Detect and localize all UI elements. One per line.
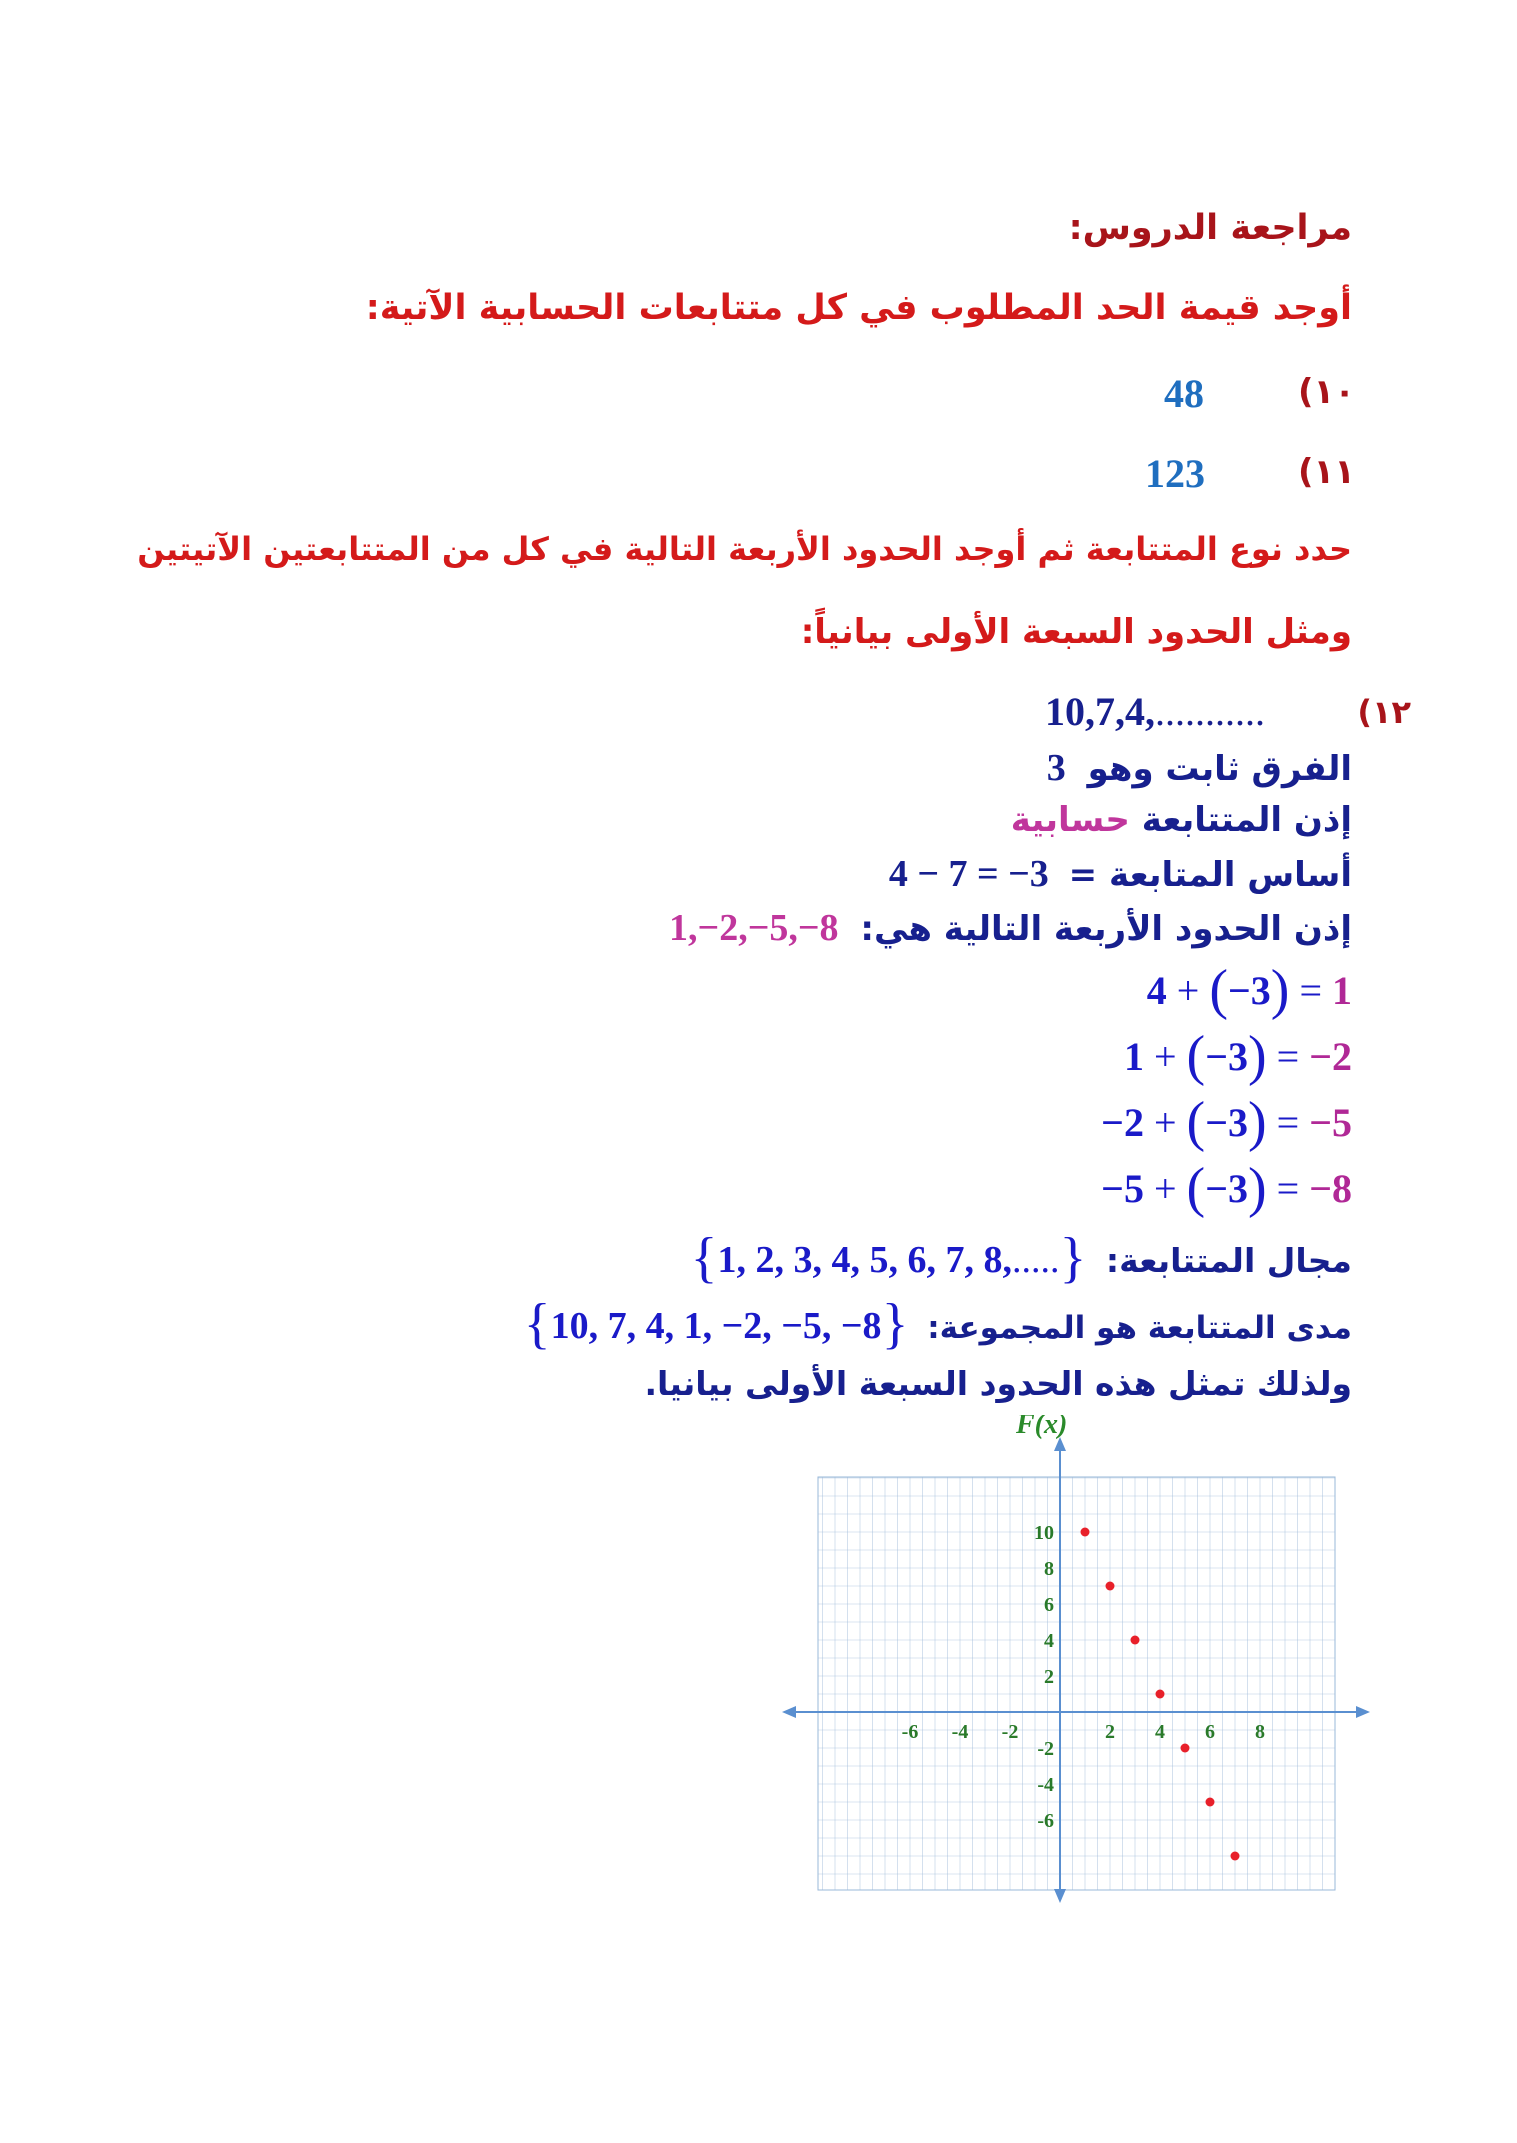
step-3: −2 + (−3) = −5	[1101, 1091, 1352, 1153]
data-point	[1206, 1798, 1215, 1807]
step-4-lhs: −5	[1101, 1166, 1144, 1211]
step-3-equals: =	[1276, 1100, 1300, 1145]
tick-labels	[902, 1415, 1265, 1832]
sequence-graph	[780, 1415, 1380, 1905]
next-terms-label: إذن الحدود الأربعة التالية هي:	[860, 909, 1352, 949]
axes	[782, 1437, 1370, 1903]
difference-value: 3	[1046, 747, 1066, 789]
data-point	[1156, 1690, 1165, 1699]
difference-line	[1047, 746, 1352, 790]
step-2-equals: =	[1276, 1034, 1300, 1079]
instruction-find-term: أوجد قيمة الحد المطلوب في كل متتابعات الحسابية الآتية:	[365, 288, 1352, 328]
range-line	[524, 1292, 1352, 1356]
data-point	[1106, 1582, 1115, 1591]
domain-brace-close: }	[1059, 1227, 1087, 1289]
question-11-answer: 123	[1145, 451, 1205, 496]
step-2-rhs: −2	[1309, 1034, 1352, 1079]
instruction-sequence-type: حدد نوع المتتابعة ثم أوجد الحدود الأربعة التالية في كل من المتتابعتين الآتيتين	[137, 530, 1352, 568]
data-point	[1081, 1528, 1090, 1537]
y-axis-label: F(x)	[1016, 1415, 1068, 1440]
step-3-rhs: −5	[1309, 1100, 1352, 1145]
step-4: −5 + (−3) = −8	[1101, 1157, 1352, 1219]
range-label: مدى المتتابعة هو المجموعة:	[927, 1310, 1352, 1346]
graph-caption: ولذلك تمثل هذه الحدود السبعة الأولى بيانيا.	[644, 1364, 1352, 1403]
step-3-plus: +	[1153, 1100, 1177, 1145]
sequence-dots: ...........	[1155, 689, 1265, 734]
x-tick-label: 8	[1255, 1721, 1265, 1743]
y-tick-label: 4	[1044, 1630, 1054, 1652]
question-11-number: ١١)	[1297, 452, 1355, 492]
domain-line	[691, 1226, 1352, 1290]
grid-border	[818, 1477, 1335, 1890]
question-10-number: ١٠)	[1297, 372, 1355, 412]
sequence-terms: 10,7,4,	[1045, 689, 1155, 734]
sequence-type-word: حسابية	[1010, 800, 1130, 840]
x-axis-arrow-left	[782, 1706, 796, 1718]
step-1-rhs: 1	[1332, 968, 1352, 1013]
range-brace-close: }	[881, 1293, 909, 1355]
x-tick-label: -2	[1001, 1721, 1019, 1743]
step-1-lhs: 4	[1146, 968, 1167, 1013]
step-3-lhs: −2	[1101, 1100, 1144, 1145]
domain-dots: .....	[1011, 1239, 1060, 1281]
y-tick-label: 10	[1034, 1522, 1054, 1544]
data-point	[1181, 1744, 1190, 1753]
domain-label: مجال المتتابعة:	[1105, 1241, 1352, 1280]
next-terms-line	[669, 906, 1352, 950]
range-brace-open: {	[523, 1293, 551, 1355]
step-4-term: −3	[1205, 1166, 1248, 1211]
step-1-term: −3	[1227, 968, 1271, 1013]
x-tick-label: -6	[901, 1721, 919, 1743]
step-4-plus: +	[1153, 1166, 1177, 1211]
question-12-sequence	[1045, 688, 1265, 735]
x-tick-label: -4	[951, 1721, 969, 1743]
domain-values: 1, 2, 3, 4, 5, 6, 7, 8,	[717, 1239, 1012, 1281]
y-tick-label: -4	[1037, 1774, 1054, 1796]
question-12-number: ١٢)	[1357, 693, 1411, 731]
y-tick-label: 8	[1044, 1558, 1054, 1580]
y-axis-arrow-down	[1054, 1889, 1066, 1903]
range-set	[524, 1292, 909, 1356]
step-4-rhs: −8	[1309, 1166, 1352, 1211]
step-4-equals: =	[1276, 1166, 1300, 1211]
step-2-term: −3	[1205, 1034, 1248, 1079]
data-point	[1131, 1636, 1140, 1645]
sequence-type-prefix: إذن المتتابعة	[1141, 800, 1352, 840]
step-1-plus: +	[1176, 968, 1200, 1013]
common-difference-expression: 4 − 7 = −3	[888, 853, 1049, 895]
step-2-lhs: 1	[1123, 1034, 1144, 1079]
step-3-term: −3	[1205, 1100, 1248, 1145]
domain-brace-open: {	[690, 1227, 718, 1289]
data-point	[1231, 1852, 1240, 1861]
step-2: 1 + (−3) = −2	[1123, 1025, 1352, 1087]
y-tick-label: 6	[1044, 1594, 1054, 1616]
step-1: 4 + (−3) = 1	[1146, 959, 1352, 1021]
common-difference-label: أساس المتابعة =	[1068, 855, 1352, 895]
question-10-answer: 48	[1164, 371, 1204, 416]
domain-set	[691, 1226, 1087, 1290]
y-tick-label: -6	[1037, 1810, 1054, 1832]
sequence-graph-svg	[780, 1415, 1380, 1905]
step-2-plus: +	[1153, 1034, 1177, 1079]
instruction-graph: ومثل الحدود السبعة الأولى بيانياً:	[800, 612, 1352, 652]
range-values: 10, 7, 4, 1, −2, −5, −8	[550, 1305, 882, 1347]
common-difference-line	[889, 852, 1352, 896]
sequence-type-line	[1011, 800, 1352, 840]
y-tick-label: -2	[1037, 1738, 1054, 1760]
x-tick-label: 6	[1205, 1721, 1215, 1743]
y-tick-label: 2	[1044, 1666, 1054, 1688]
grid	[818, 1477, 1335, 1890]
difference-label: الفرق ثابت وهو	[1087, 749, 1352, 789]
x-tick-label: 2	[1105, 1721, 1115, 1743]
x-tick-label: 4	[1155, 1721, 1165, 1743]
section-heading: مراجعة الدروس:	[1068, 208, 1352, 248]
x-axis-arrow-right	[1356, 1706, 1370, 1718]
step-1-equals: =	[1299, 968, 1322, 1013]
next-terms-values: 1,−2,−5,−8	[669, 907, 839, 949]
